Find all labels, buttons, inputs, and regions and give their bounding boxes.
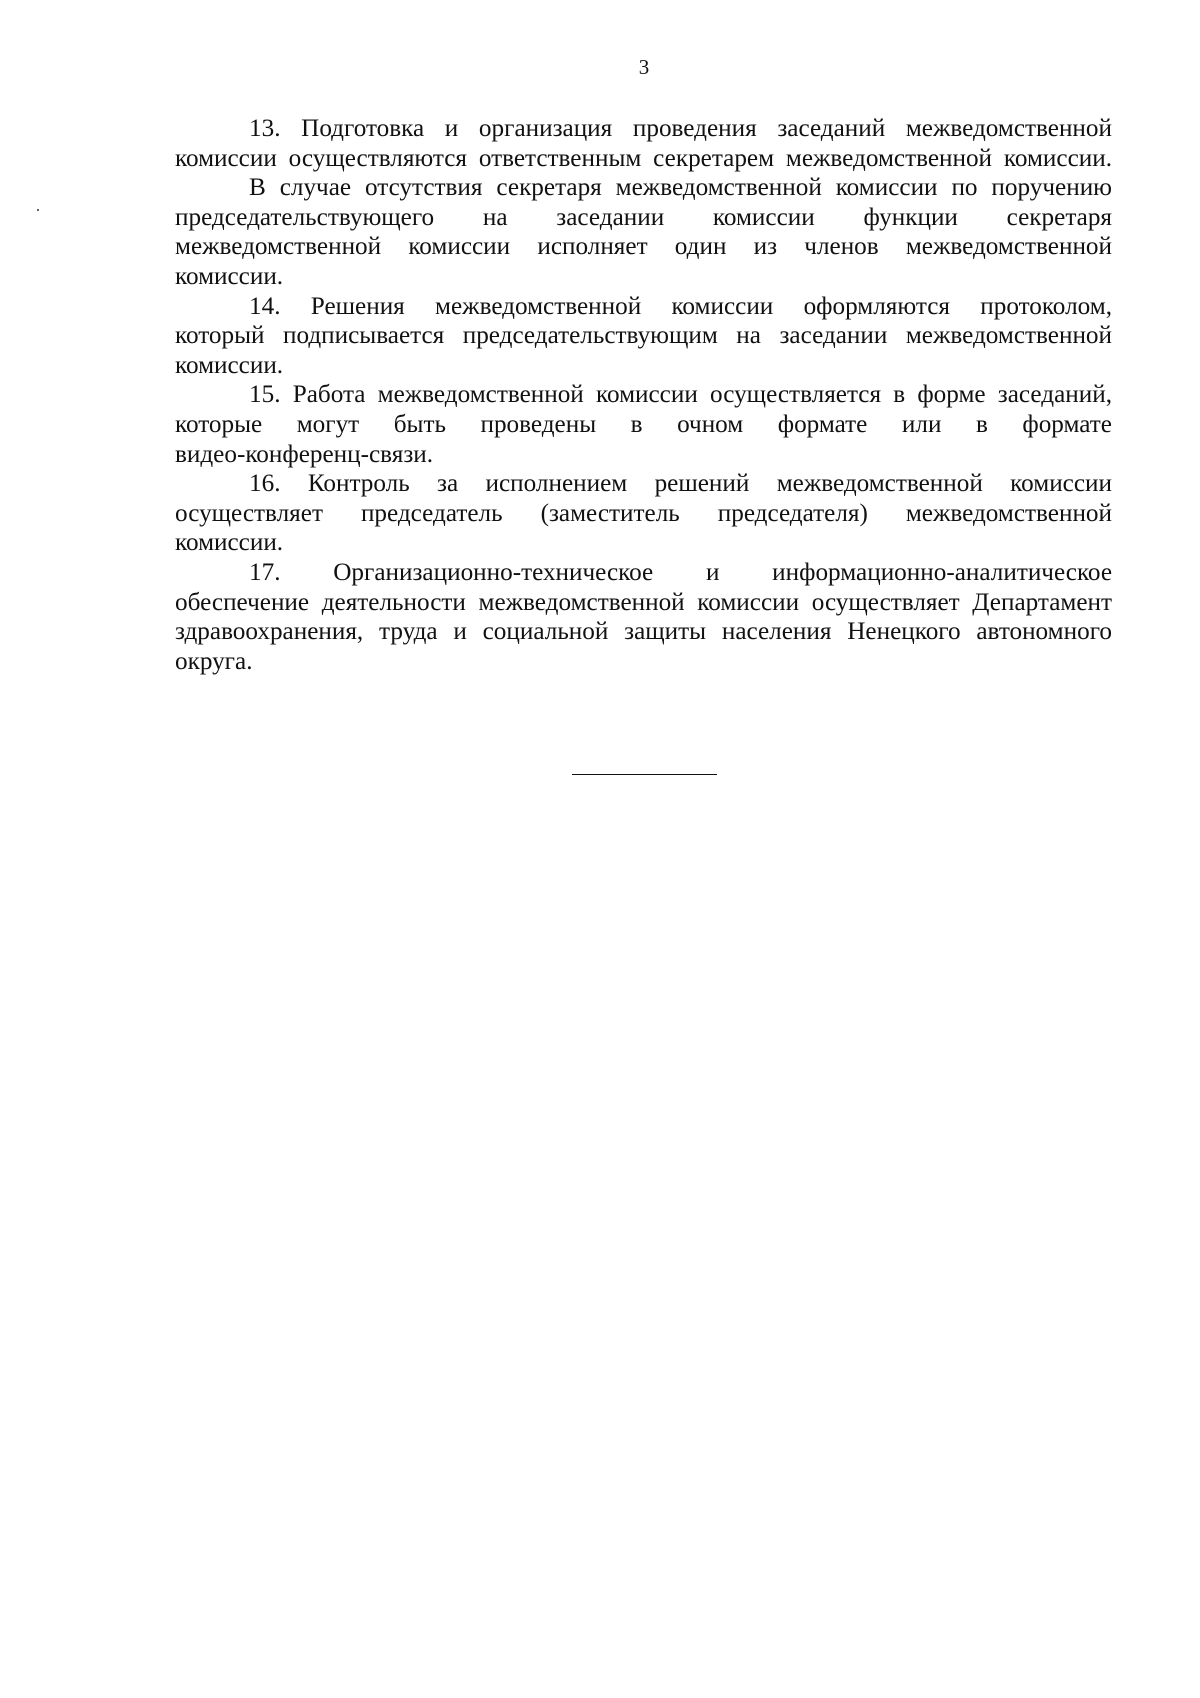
text-line: 15. Работа межведомственной комиссии осуществляется в форме заседаний, [249,381,1112,409]
text-line: комиссии. [175,351,284,379]
text-line: видео-конференц-связи. [175,440,434,468]
text-line: председательствующего на заседании комиссии функции секретаря [175,203,1112,231]
text-line: комиссии. [175,262,284,290]
text-line: обеспечение деятельности межведомственной комиссии осуществляет Департамент [175,588,1112,616]
text-line: комиссии. [175,529,284,557]
text-line: осуществляет председатель (заместитель председателя) межведомственной [175,499,1112,527]
text-line: В случае отсутствия секретаря межведомственной комиссии по поручению [249,174,1112,202]
text-line: 17. Организационно-техническое и информационно-аналитическое [249,558,1112,586]
text-line: которые могут быть проведены в очном формате или в формате [175,410,1112,438]
text-line: 14. Решения межведомственной комиссии оформляются протоколом, [249,292,1112,320]
document-body [175,114,1112,676]
page-number: 3 [638,55,650,79]
text-line: межведомственной комиссии исполняет один из членов межведомственной [175,233,1112,261]
scan-speck [37,209,39,211]
text-line: округа. [175,647,253,675]
text-line: 13. Подготовка и организация проведения заседаний межведомственной [249,115,1112,142]
text-line: который подписывается председательствующим на заседании межведомственной [175,322,1112,350]
text-line: 16. Контроль за исполнением решений межведомственной комиссии [249,470,1112,498]
text-line: здравоохранения, труда и социальной защиты населения Ненецкого автономного [175,618,1112,646]
text-line: комиссии осуществляются ответственным секретарем межведомственной комиссии. [175,144,1112,172]
end-of-text-rule [572,774,717,775]
